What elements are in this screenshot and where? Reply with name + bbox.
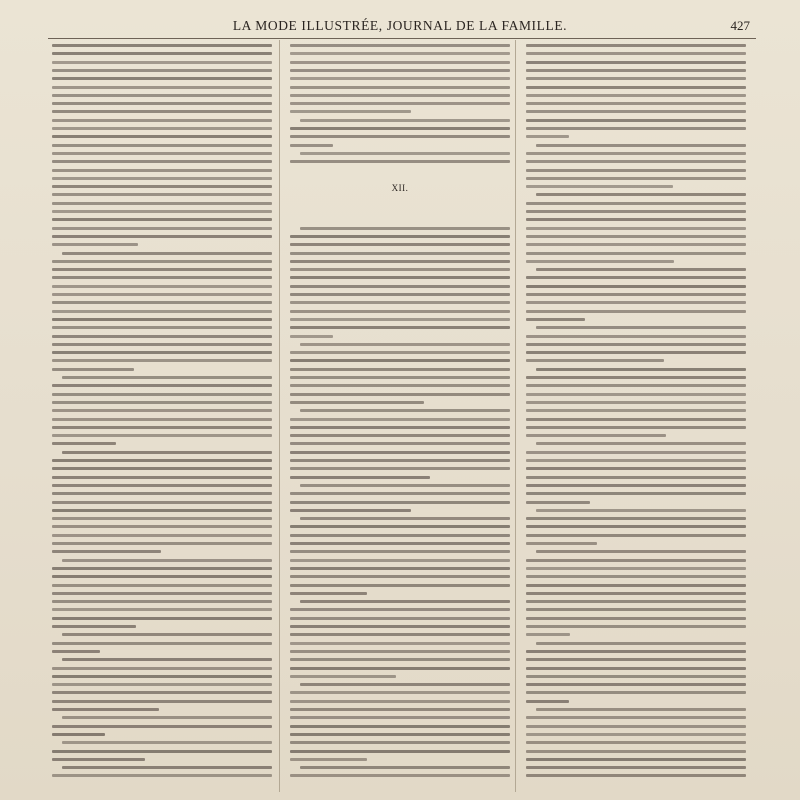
text-line [526,525,746,528]
text-line [526,276,746,279]
text-line [290,44,510,47]
text-line [526,492,746,495]
text-line [290,650,510,653]
text-line [526,335,746,338]
text-line [536,144,746,147]
text-line [526,44,746,47]
text-line [52,127,272,130]
text-line [290,376,510,379]
text-line [52,193,272,196]
text-line [52,44,272,47]
text-line [526,459,746,462]
text-line [290,318,510,321]
text-line [52,484,272,487]
text-line [526,393,746,396]
text-line [290,459,510,462]
text-line [52,235,272,238]
text-line [290,451,510,454]
text-line [290,509,411,512]
text-line [290,69,510,72]
text-line [290,326,510,329]
text-line [290,492,510,495]
text-line [52,152,272,155]
text-line [52,509,272,512]
text-line [52,343,272,346]
text-line [52,708,159,711]
text-line [52,691,272,694]
text-line [536,550,746,553]
text-line [290,285,510,288]
text-line [52,318,272,321]
text-line [52,326,272,329]
text-line [62,559,272,562]
text-line [526,683,746,686]
text-line [52,418,272,421]
text-line [52,335,272,338]
text-line [52,110,272,113]
text-line [52,667,272,670]
text-line [290,384,510,387]
text-line [536,268,746,271]
text-line [290,144,333,147]
text-line [52,86,272,89]
text-line [526,293,746,296]
text-line [52,268,272,271]
text-line [290,700,510,703]
text-line [52,642,272,645]
text-line [526,667,746,670]
text-line [62,252,272,255]
text-line [526,227,746,230]
text-line [526,285,746,288]
text-line [526,260,674,263]
text-line [526,252,746,255]
text-line [290,774,510,777]
text-line [290,584,510,587]
text-line [290,716,510,719]
text-line [52,359,272,362]
text-line [526,559,746,562]
text-line [52,675,272,678]
text-line [526,658,746,661]
text-line [526,127,746,130]
text-line [290,252,510,255]
text-line [52,94,272,97]
text-line [526,401,746,404]
text-line [526,169,746,172]
text-line [52,725,272,728]
text-line [52,160,272,163]
text-line [290,633,510,636]
column-divider-1 [279,40,280,792]
text-line [526,650,746,653]
text-line [52,617,272,620]
text-line [526,384,746,387]
text-line [52,584,272,587]
text-line [526,210,746,213]
text-line [52,600,272,603]
text-line [290,658,510,661]
text-line [52,733,105,736]
text-line [536,368,746,371]
text-line [526,542,597,545]
text-line [290,608,510,611]
text-line [52,683,272,686]
text-line [526,617,746,620]
text-line [52,501,272,504]
text-line [52,575,272,578]
text-line [526,102,746,105]
text-line [62,766,272,769]
text-line [290,476,430,479]
text-line [290,61,510,64]
text-line [52,700,272,703]
text-line [290,559,510,562]
text-line [52,401,272,404]
text-line [290,260,510,263]
text-line [52,218,272,221]
text-line [536,442,746,445]
text-line [526,691,746,694]
text-line [52,177,272,180]
text-line [52,592,272,595]
text-line [526,774,746,777]
text-line [290,625,510,628]
text-line [52,608,272,611]
text-line [52,185,272,188]
text-line [526,700,569,703]
text-line [526,359,664,362]
text-line [290,110,411,113]
text-line [290,467,510,470]
text-line [300,227,510,230]
text-line [290,691,510,694]
text-line [536,326,746,329]
text-line [290,525,510,528]
text-line [52,243,138,246]
text-line [526,766,746,769]
text-line [52,52,272,55]
text-line [290,542,510,545]
text-line [526,716,746,719]
text-line [290,52,510,55]
text-line [526,86,746,89]
text-line [52,102,272,105]
text-line [526,152,746,155]
text-line [52,227,272,230]
text-line [290,758,367,761]
text-line [52,301,272,304]
text-line [52,61,272,64]
text-line [526,310,746,313]
text-line [526,418,746,421]
text-line [526,725,746,728]
text-line [290,575,510,578]
text-line [526,633,570,636]
text-line [52,476,272,479]
section-heading-xii: XII. [391,183,409,193]
header-rule [48,38,756,39]
text-line [290,160,510,163]
text-line [526,567,746,570]
text-line [52,426,272,429]
text-line [52,517,272,520]
text-line [536,708,746,711]
text-line [290,741,510,744]
text-line [290,135,510,138]
text-line [52,409,272,412]
text-line [52,69,272,72]
text-line [536,193,746,196]
text-line [526,434,666,437]
text-line [290,77,510,80]
text-line [290,534,510,537]
text-line [526,185,673,188]
text-line [290,617,510,620]
text-line [290,359,510,362]
text-line [526,77,746,80]
text-line [290,501,510,504]
text-line [526,750,746,753]
text-line [290,592,367,595]
text-line [290,567,510,570]
text-line [290,750,510,753]
text-line [526,61,746,64]
text-line [52,750,272,753]
text-line [290,86,510,89]
column-divider-2 [515,40,516,792]
text-line [526,119,746,122]
text-line [52,77,272,80]
text-line [52,534,272,537]
text-line [526,135,569,138]
text-line [52,650,100,653]
text-line [290,642,510,645]
text-line [290,351,510,354]
text-line [526,476,746,479]
text-line [290,293,510,296]
text-line [290,442,510,445]
text-line [290,434,510,437]
text-line [526,235,746,238]
text-line [52,135,272,138]
text-line [536,509,746,512]
text-line [526,243,746,246]
text-line [526,592,746,595]
text-line [52,276,272,279]
text-line [536,642,746,645]
text-line [300,484,510,487]
text-line [290,725,510,728]
text-line [52,467,272,470]
text-line [526,733,746,736]
text-line [290,102,510,105]
text-line [526,52,746,55]
text-line [290,243,510,246]
text-line [526,343,746,346]
text-line [62,633,272,636]
text-line [300,517,510,520]
text-line [526,160,746,163]
running-head-title: LA MODE ILLUSTRÉE, JOURNAL DE LA FAMILLE. [232,18,568,33]
text-line [52,351,272,354]
text-line [52,550,161,553]
text-line [52,260,272,263]
text-line [300,766,510,769]
text-line [300,343,510,346]
page-number: 427 [730,18,750,33]
text-line [300,409,510,412]
text-line [290,675,396,678]
text-line [62,741,272,744]
text-line [526,467,746,470]
text-line [290,368,510,371]
text-line [290,393,510,396]
text-line [526,741,746,744]
text-line [290,127,510,130]
text-line [52,567,272,570]
text-line [290,268,510,271]
text-line [52,434,272,437]
text-line [526,409,746,412]
text-line [526,218,746,221]
text-line [290,310,510,313]
text-line [52,384,272,387]
text-line [290,418,510,421]
text-line [300,600,510,603]
text-line [52,542,272,545]
text-line [62,658,272,661]
text-line [300,152,510,155]
text-line [62,376,272,379]
text-line [290,235,510,238]
text-line [52,393,272,396]
text-line [52,459,272,462]
text-line [526,177,746,180]
text-line [62,716,272,719]
text-line [52,625,136,628]
text-line [52,169,272,172]
text-line [52,525,272,528]
text-line [526,351,746,354]
text-line [526,301,746,304]
text-line [526,451,746,454]
text-line [52,210,272,213]
text-line [526,484,746,487]
text-line [526,584,746,587]
text-line [52,492,272,495]
text-line [52,442,116,445]
text-line [290,94,510,97]
text-line [526,758,746,761]
text-line [52,368,134,371]
text-line [52,202,272,205]
text-line [52,774,272,777]
text-line [526,600,746,603]
text-line [526,517,746,520]
text-line [52,119,272,122]
text-line [526,426,746,429]
text-line [290,708,510,711]
text-line [290,335,333,338]
text-line [526,608,746,611]
page-header [0,18,800,38]
text-line [290,550,510,553]
text-line [300,119,510,122]
text-line [526,202,746,205]
text-line [526,575,746,578]
text-line [290,401,424,404]
text-line [62,451,272,454]
text-line [52,310,272,313]
text-line [290,276,510,279]
text-line [290,426,510,429]
text-line [526,534,746,537]
text-line [526,318,585,321]
text-line [290,301,510,304]
text-line [526,69,746,72]
text-line [52,285,272,288]
text-line [526,94,746,97]
text-line [300,683,510,686]
text-column-left [52,40,272,792]
text-line [526,625,746,628]
text-line [52,293,272,296]
text-line [526,501,590,504]
text-line [526,376,746,379]
text-line [526,110,746,113]
text-line [52,758,145,761]
text-column-right [526,40,746,792]
text-column-middle [290,40,510,792]
text-line [526,675,746,678]
text-line [52,144,272,147]
text-line [290,733,510,736]
text-line [290,667,510,670]
